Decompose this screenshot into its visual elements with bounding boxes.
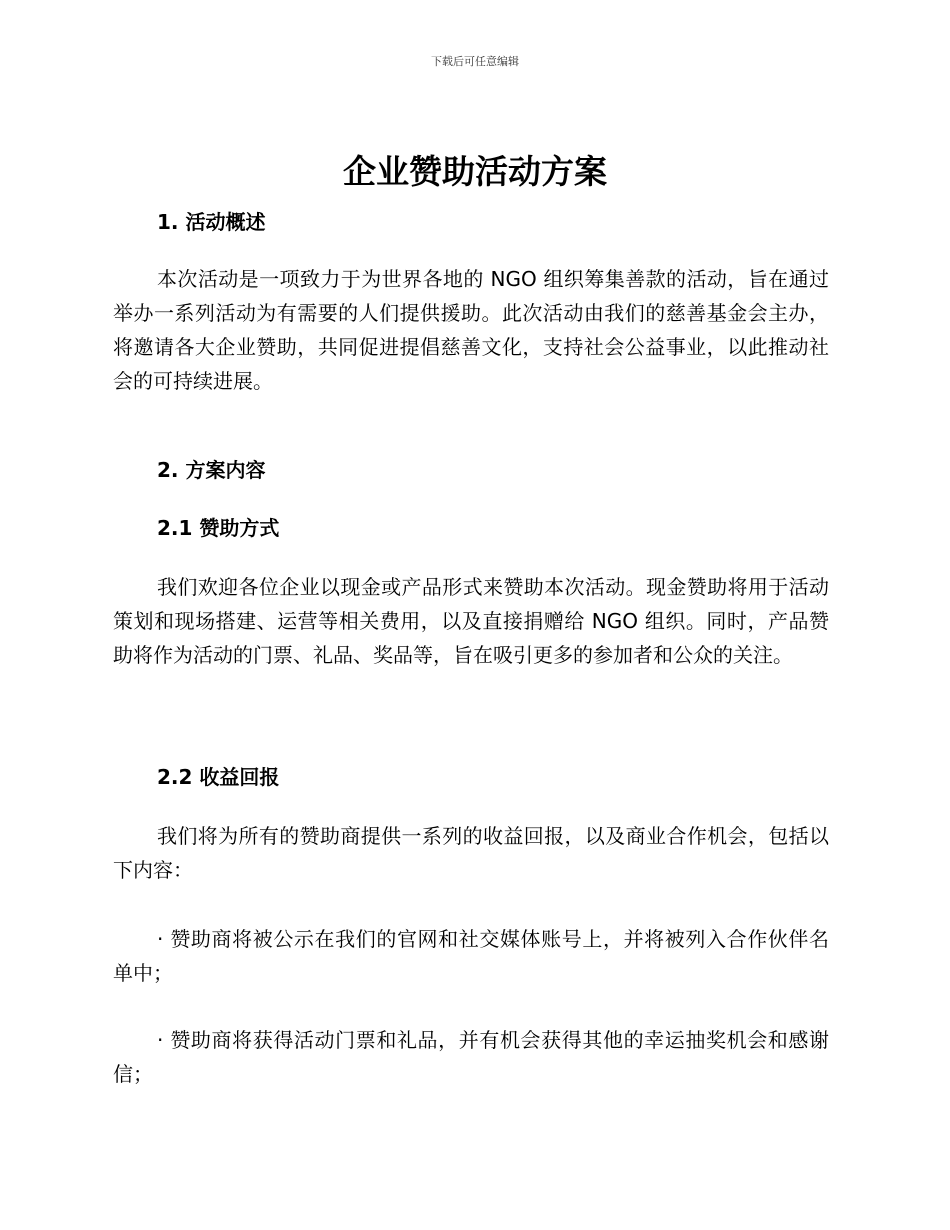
subsection-heading-sponsorship: 2.1 赞助方式 <box>157 516 280 540</box>
page-header: 下载后可任意编辑 <box>431 55 519 68</box>
subsection-heading-returns: 2.2 收益回报 <box>157 765 280 789</box>
paragraph-sponsorship: 我们欢迎各位企业以现金或产品形式来赞助本次活动。现金赞助将用于活动策划和现场搭建、运营等相关费用，以及直接捐赠给 NGO 组织。同时，产品赞助将作为活动的门票、礼品、奖品等，旨在吸引更多的参加者和公众的关注。 <box>113 575 829 667</box>
paragraph-overview: 本次活动是一项致力于为世界各地的 NGO 组织筹集善款的活动，旨在通过举办一系列活动为有需要的人们提供援助。此次活动由我们的慈善基金会主办，将邀请各大企业赞助，共同促进提倡慈善文化，支持社会公益事业，以此推动社会的可持续进展。 <box>113 267 829 393</box>
document-title: 企业赞助活动方案 <box>343 152 607 191</box>
section-heading-overview: 1. 活动概述 <box>157 210 266 234</box>
list-item: · 赞助商将被公示在我们的官网和社交媒体账号上，并将被列入合作伙伴名单中； <box>113 927 829 985</box>
paragraph-returns: 我们将为所有的赞助商提供一系列的收益回报，以及商业合作机会，包括以下内容： <box>113 824 829 882</box>
section-heading-plan: 2. 方案内容 <box>157 458 266 482</box>
list-item: · 赞助商将获得活动门票和礼品，并有机会获得其他的幸运抽奖机会和感谢信； <box>113 1028 829 1086</box>
